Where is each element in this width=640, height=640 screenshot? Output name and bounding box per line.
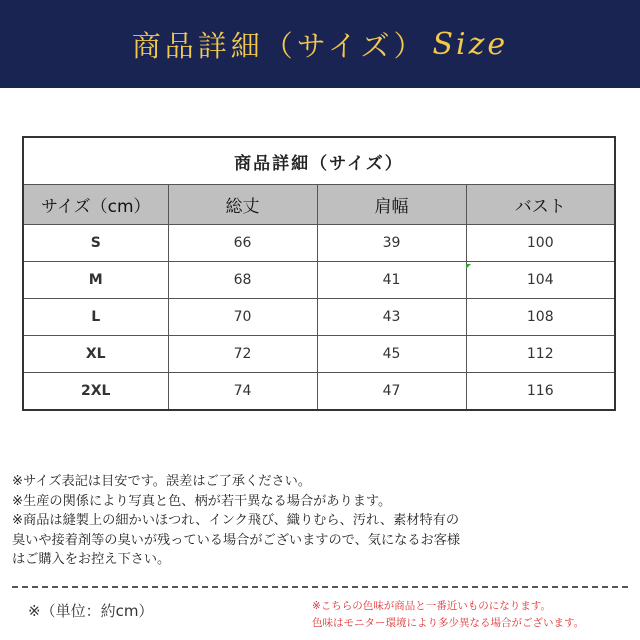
header-size: サイズ（cm） bbox=[23, 185, 168, 225]
table-title: 商品詳細（サイズ） bbox=[23, 137, 615, 185]
warning-line: 色味はモニター環境により多少異なる場合がございます。 bbox=[312, 617, 585, 629]
bust-cell: 112 bbox=[466, 336, 615, 373]
bust-cell: 116 bbox=[466, 373, 615, 411]
size-cell: 2XL bbox=[23, 373, 168, 411]
bust-cell: 100 bbox=[466, 225, 615, 262]
note-line: 臭いや接着剤等の臭いが残っている場合がございますので、気になるお客様 bbox=[12, 532, 461, 548]
note-line: ※サイズ表記は目安です。誤差はご了承ください。 bbox=[12, 474, 312, 489]
length-cell: 68 bbox=[168, 262, 317, 299]
banner-title: 商品詳細（サイズ） bbox=[131, 28, 427, 63]
header-bust: バスト bbox=[466, 185, 615, 225]
note-line: ※商品は縫製上の細かいほつれ、インク飛び、織りむら、汚れ、素材特有の bbox=[12, 513, 460, 528]
table-row bbox=[23, 299, 615, 336]
table-row bbox=[23, 373, 615, 411]
banner-script-text: Size bbox=[432, 26, 509, 62]
table-row bbox=[23, 225, 615, 262]
bust-cell: 108 bbox=[466, 299, 615, 336]
shoulder-cell: 43 bbox=[317, 299, 466, 336]
size-table bbox=[22, 136, 616, 411]
header-shoulder: 肩幅 bbox=[317, 185, 466, 225]
warning-line: ※こちらの色味が商品と一番近いものになります。 bbox=[312, 600, 551, 612]
shoulder-cell: 41 bbox=[317, 262, 466, 299]
table-row bbox=[23, 262, 615, 299]
size-cell: XL bbox=[23, 336, 168, 373]
notes-block bbox=[12, 472, 632, 570]
length-cell: 74 bbox=[168, 373, 317, 411]
title-banner bbox=[0, 0, 640, 88]
color-warning bbox=[312, 598, 584, 632]
note-line: はご購入をお控え下さい。 bbox=[12, 552, 171, 567]
shoulder-cell: 47 bbox=[317, 373, 466, 411]
header-length: 総丈 bbox=[168, 185, 317, 225]
bust-cell: 104 bbox=[466, 262, 615, 299]
note-line: ※生産の関係により写真と色、柄が若干異なる場合があります。 bbox=[12, 493, 392, 509]
shoulder-cell: 39 bbox=[317, 225, 466, 262]
length-cell: 66 bbox=[168, 225, 317, 262]
cell-marker-decoration bbox=[466, 264, 471, 269]
length-cell: 72 bbox=[168, 336, 317, 373]
length-cell: 70 bbox=[168, 299, 317, 336]
table-header-row bbox=[23, 185, 615, 225]
unit-note: ※（単位：約cm） bbox=[28, 602, 154, 620]
dashed-divider bbox=[12, 586, 628, 588]
size-cell: M bbox=[23, 262, 168, 299]
size-cell: S bbox=[23, 225, 168, 262]
size-cell: L bbox=[23, 299, 168, 336]
table-row bbox=[23, 336, 615, 373]
shoulder-cell: 45 bbox=[317, 336, 466, 373]
